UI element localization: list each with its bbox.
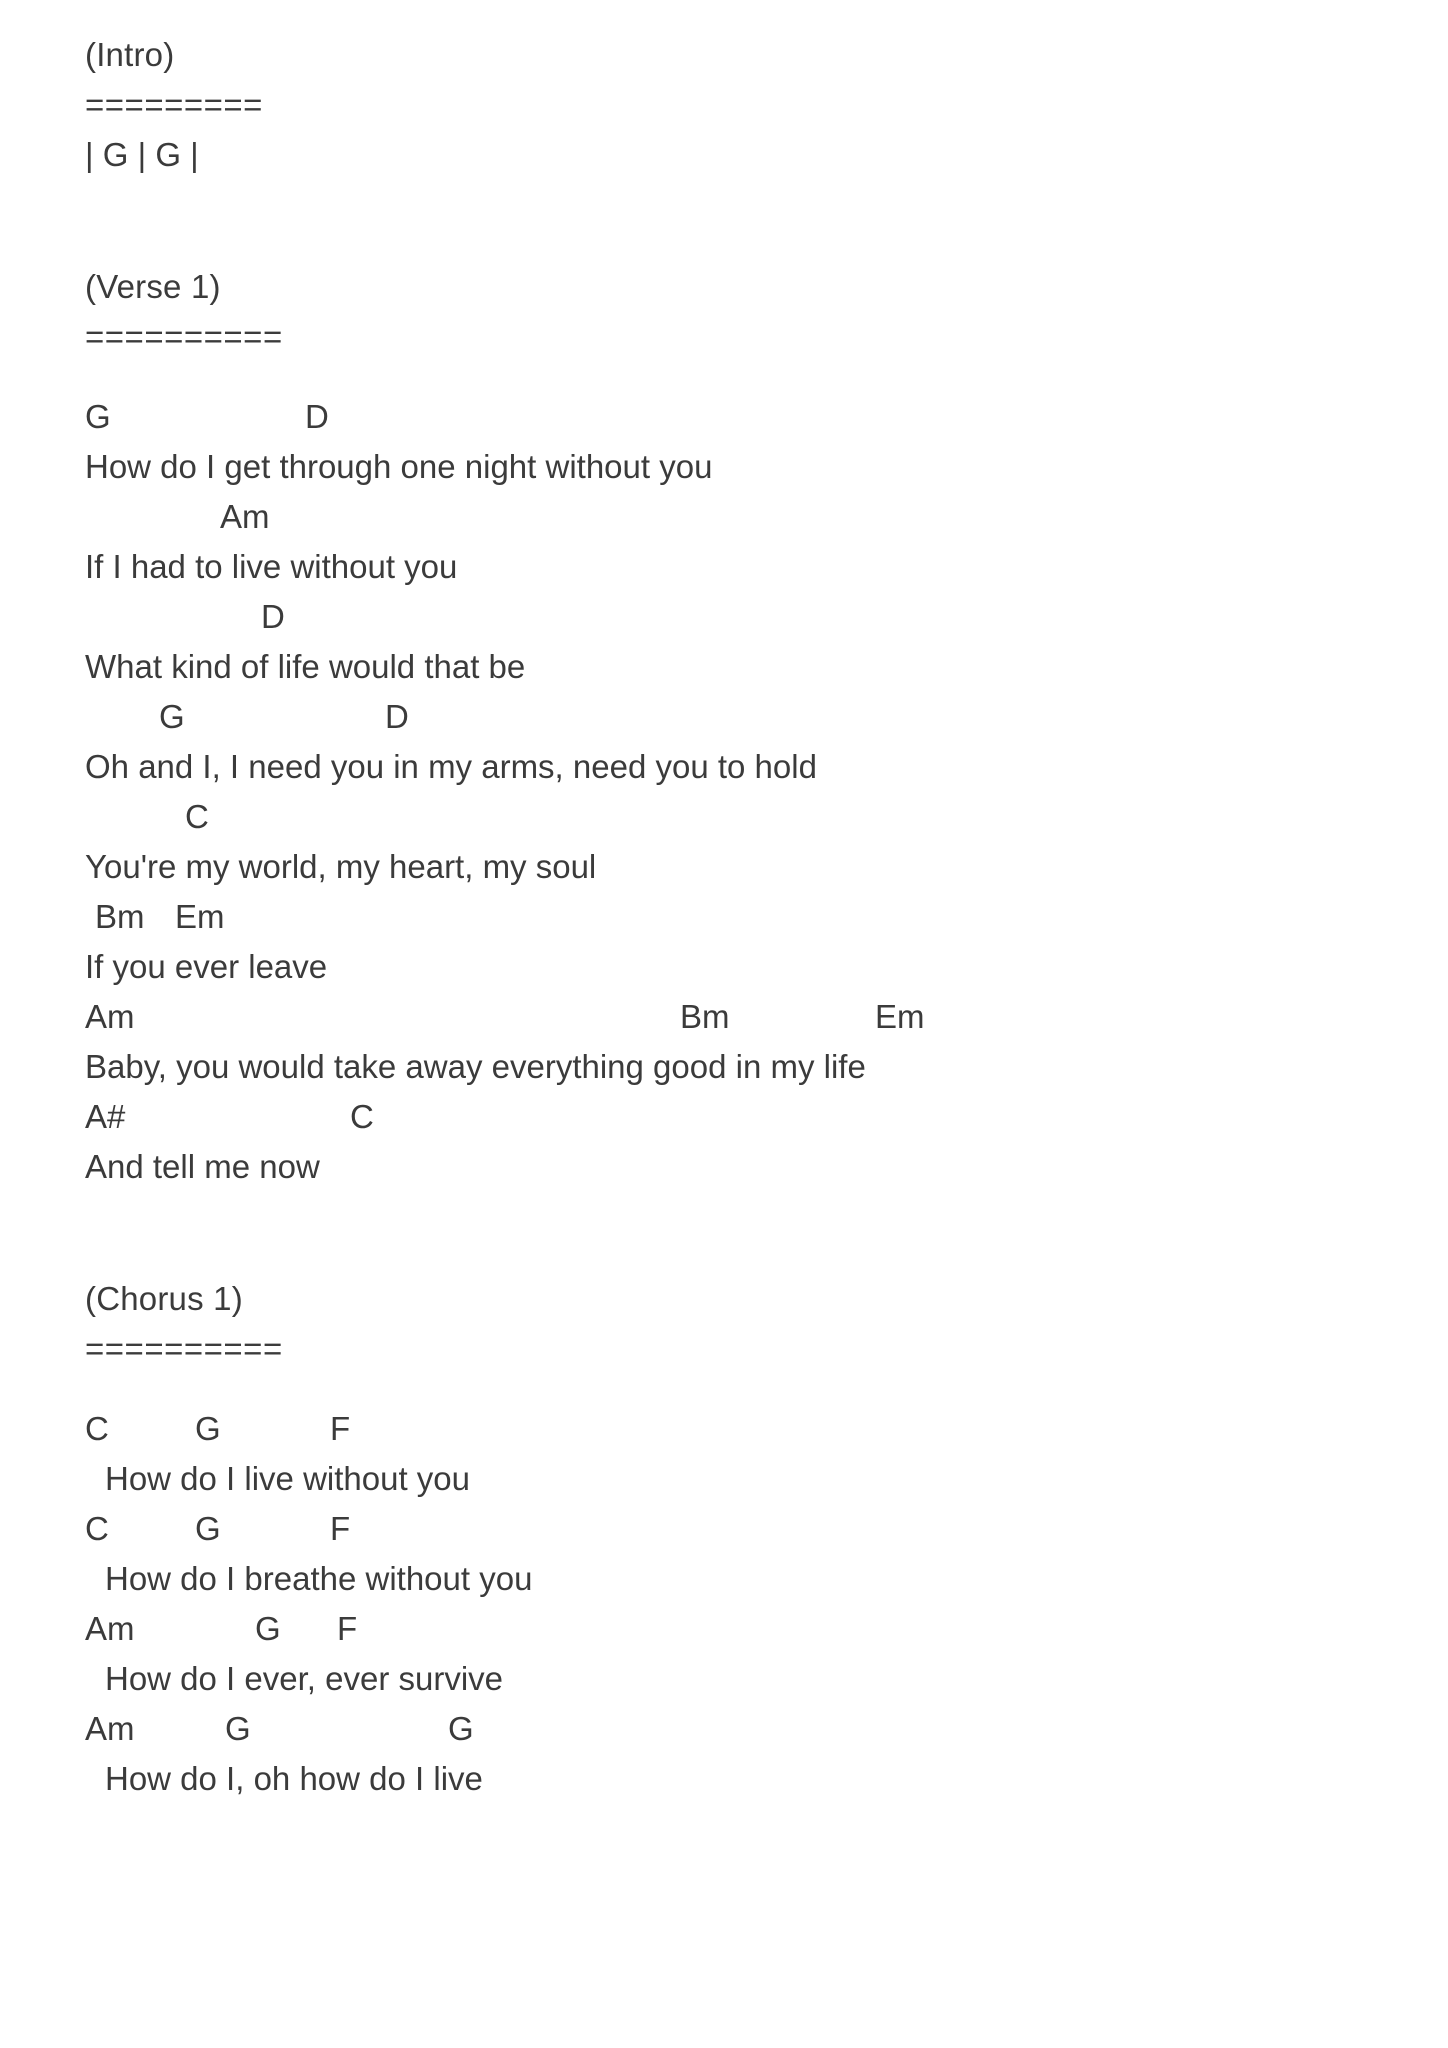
lyric-line: How do I get through one night without you xyxy=(85,448,713,485)
section-body xyxy=(85,392,1448,1192)
chord-line xyxy=(85,692,1448,742)
chord: G xyxy=(159,698,185,735)
chord: G xyxy=(195,1510,221,1547)
lyric-line: How do I ever, ever survive xyxy=(105,1660,503,1697)
chord-line xyxy=(85,392,1448,442)
chord-line xyxy=(85,1604,1448,1654)
chord: D xyxy=(385,698,409,735)
chord-line xyxy=(85,492,1448,542)
chord: Am xyxy=(85,1610,135,1647)
lyric-line: If I had to live without you xyxy=(85,548,458,585)
chord: G xyxy=(85,398,111,435)
lyric-line: How do I breathe without you xyxy=(105,1560,533,1597)
section-intro xyxy=(85,30,1448,180)
chord: C xyxy=(185,798,209,835)
section-heading: (Intro) xyxy=(85,36,175,73)
chord: G xyxy=(448,1710,474,1747)
chord: F xyxy=(337,1610,358,1647)
chord-line xyxy=(85,1092,1448,1142)
chord-line xyxy=(85,592,1448,642)
chord: G xyxy=(255,1610,281,1647)
chord: F xyxy=(330,1410,351,1447)
chord: D xyxy=(305,398,329,435)
chord: Bm xyxy=(680,998,730,1035)
chord: Bm xyxy=(95,898,145,935)
chord-line xyxy=(85,792,1448,842)
lyric-line: You're my world, my heart, my soul xyxy=(85,848,597,885)
section-chorus-1 xyxy=(85,1274,1448,1804)
section-rule: ========= xyxy=(85,86,263,123)
lyric-line: If you ever leave xyxy=(85,948,328,985)
chord: C xyxy=(85,1510,109,1547)
chord-line xyxy=(85,1504,1448,1554)
section-heading: (Chorus 1) xyxy=(85,1280,243,1317)
section-rule: ========== xyxy=(85,318,283,355)
section-body xyxy=(85,130,1448,180)
chord: Em xyxy=(875,998,925,1035)
section-heading: (Verse 1) xyxy=(85,268,221,305)
chord: Em xyxy=(175,898,225,935)
lyric-line: How do I, oh how do I live xyxy=(105,1760,483,1797)
text-line: | G | G | xyxy=(85,136,199,173)
chord: Am xyxy=(220,498,270,535)
chord-line xyxy=(85,892,1448,942)
chord: C xyxy=(350,1098,374,1135)
chord: G xyxy=(225,1710,251,1747)
lyric-line: How do I live without you xyxy=(105,1460,471,1497)
chord-line xyxy=(85,1404,1448,1454)
chord: F xyxy=(330,1510,351,1547)
section-rule: ========== xyxy=(85,1330,283,1367)
chord: Am xyxy=(85,998,135,1035)
chord: D xyxy=(261,598,285,635)
lyric-line: What kind of life would that be xyxy=(85,648,526,685)
chord: A# xyxy=(85,1098,126,1135)
chord-line xyxy=(85,1704,1448,1754)
chord-line xyxy=(85,992,1448,1042)
section-verse-1 xyxy=(85,262,1448,1192)
chord: Am xyxy=(85,1710,135,1747)
lyric-line: Baby, you would take away everything good in my life xyxy=(85,1048,866,1085)
lyric-line: And tell me now xyxy=(85,1148,320,1185)
lyric-line: Oh and I, I need you in my arms, need you to hold xyxy=(85,748,817,785)
chord: G xyxy=(195,1410,221,1447)
section-body xyxy=(85,1404,1448,1804)
chord: C xyxy=(85,1410,109,1447)
